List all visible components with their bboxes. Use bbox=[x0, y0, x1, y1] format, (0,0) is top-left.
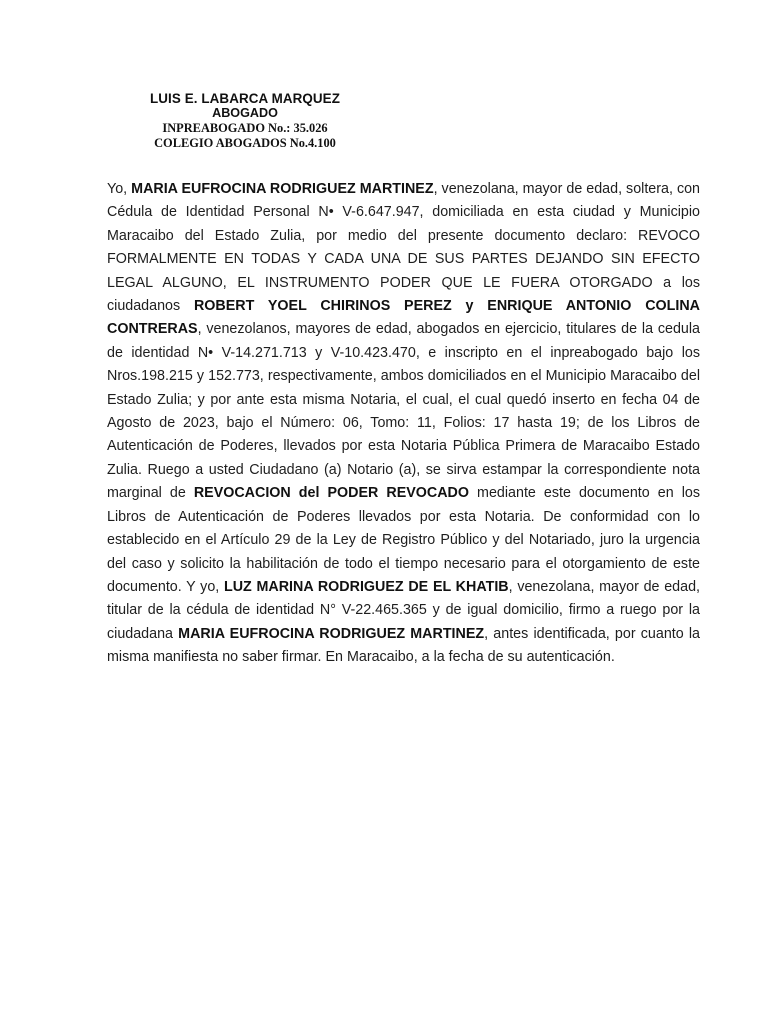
body-paragraph bbox=[107, 178, 700, 670]
inpreabogado-number: INPREABOGADO No.: 35.026 bbox=[162, 121, 328, 135]
body-bold-text: REVOCACION del PODER REVOCADO bbox=[193, 485, 469, 502]
body-bold-text: ROBERT YOEL CHIRINOS PEREZ y ENRIQUE ANTONIO COLINA CONTRERAS bbox=[107, 298, 700, 338]
letterhead bbox=[130, 91, 360, 151]
lawyer-title: ABOGADO bbox=[212, 106, 278, 120]
body-text-segment: , venezolanos, mayores de edad, abogados en ejercicio, titulares de la cedula de identidad N• V-14.271.713 y V-10.423.470, e inscripto en el inpreabogado bajo los Nros.198.215 y 152.773, respectivamente, ambos domiciliados en el Municipio Maracaibo del Estado Zulia; y por ante esta misma Notaria, el cual, el cual quedó inserto en fecha 04 de Agosto de 2023, bajo el Número: 06, Tomo: 11, Folios: 17 hasta 19; de los Libros de Autenticación de Poderes, llevados por esta Notaria Pública Primera de Maracaibo Estado Zulia. Ruego a usted Ciudadano (a) Notario (a), se sirva estampar la correspondiente nota marginal de bbox=[107, 321, 700, 502]
body-text-segment: , venezolana, mayor de edad, soltera, con Cédula de Identidad Personal N• V-6.647.947, domiciliada en esta ciudad y Municipio Maracaibo del Estado Zulia, por medio del presente documento declaro: REVOCO FORMALMENTE EN TODAS Y CADA UNA DE SUS PARTES DEJANDO SIN EFECTO LEGAL ALGUNO, EL INSTRUMENTO PODER QUE LE FUERA OTORGADO a los ciudadanos bbox=[107, 181, 700, 315]
body-bold-text: MARIA EUFROCINA RODRIGUEZ MARTINEZ bbox=[131, 181, 434, 197]
body-text-segment: Yo, bbox=[107, 181, 132, 197]
lawyer-name: LUIS E. LABARCA MARQUEZ bbox=[149, 91, 340, 106]
body-bold-text: MARIA EUFROCINA RODRIGUEZ MARTINEZ bbox=[178, 625, 485, 642]
body-text-segment: , venezolana, mayor de edad, titular de la cédula de identidad N° V-22.465.365 y de igual domicilio, firmo a ruego por la ciudadana bbox=[107, 578, 700, 642]
body-bold-text: LUZ MARINA RODRIGUEZ DE EL KHATIB bbox=[223, 578, 509, 595]
colegio-number: COLEGIO ABOGADOS No.4.100 bbox=[154, 136, 336, 150]
body-text-segment: , antes identificada, por cuanto la misma manifiesta no saber firmar. En Maracaibo, a la fecha de su autenticación. bbox=[107, 625, 700, 666]
body-text-segment: mediante este documento en los Libros de Autenticación de Poderes llevados por esta Notaria. De conformidad con lo establecido en el Artículo 29 de la Ley de Registro Público y del Notariado, juro la urgencia del caso y solicito la habilitación de todo el tiempo necesario para el otorgamiento de este documento. Y yo, bbox=[107, 485, 700, 595]
